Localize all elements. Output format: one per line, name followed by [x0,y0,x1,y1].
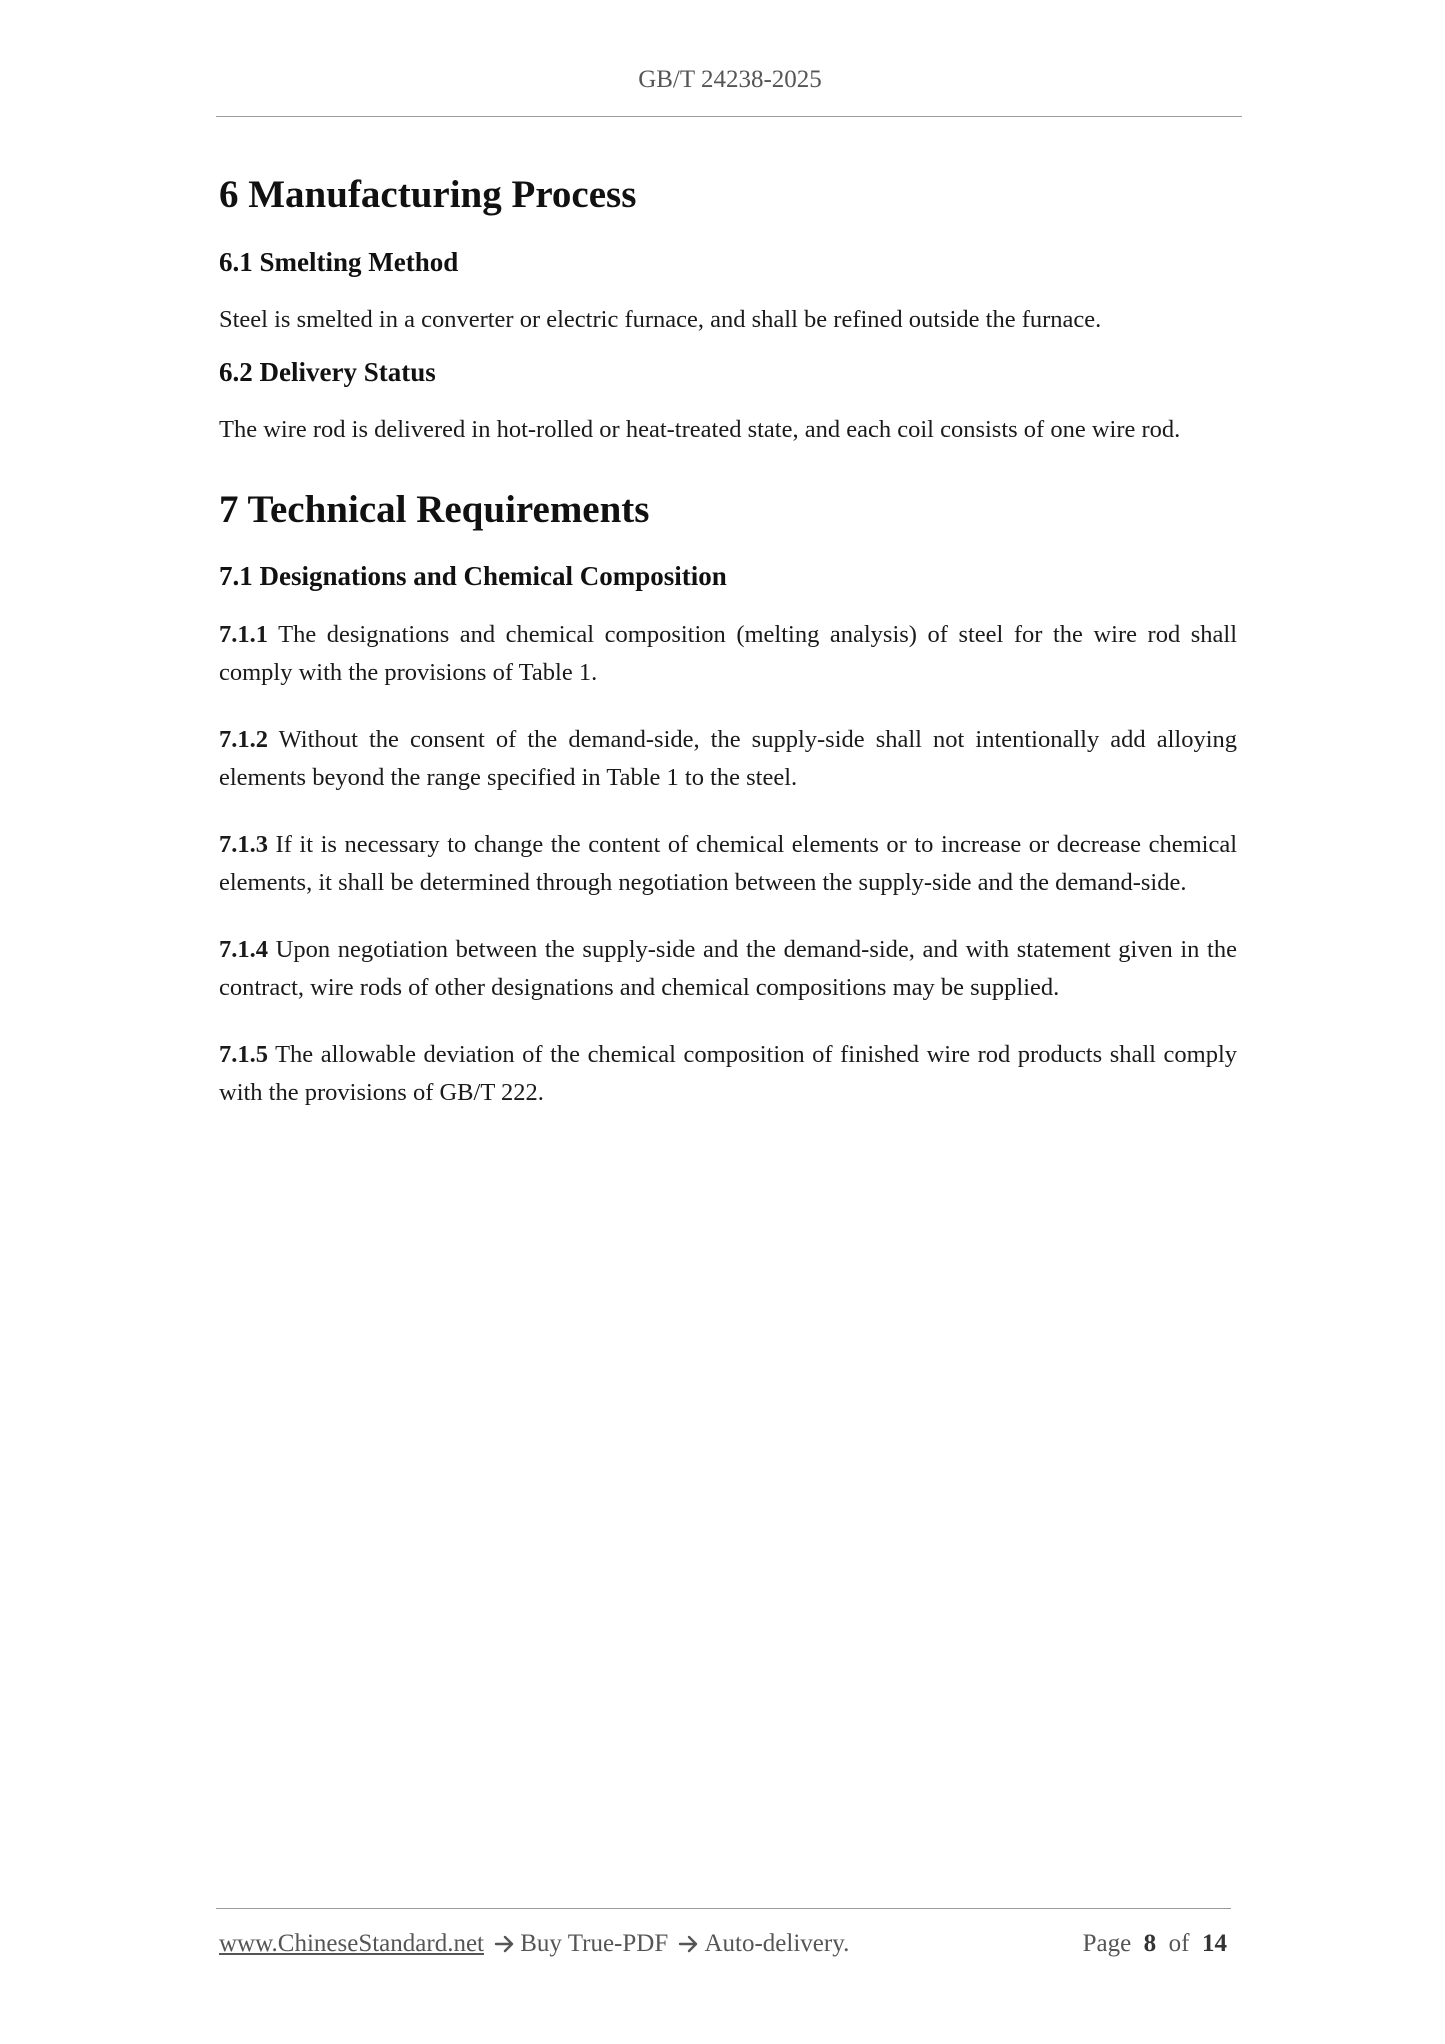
clause-number: 7.1.1 [219,620,268,648]
clause-number: 7.1.2 [219,725,268,753]
clause-text: The designations and chemical composition (melting analysis) of steel for the wire rod shall comply with the provisions of Table 1. [219,620,1238,687]
arrow-right-icon [494,1935,516,1953]
site-link[interactable]: www.ChineseStandard.net [219,1930,484,1957]
clause-text: If it is necessary to change the content of chemical elements or to increase or decrease chemical elements, it shall be determined through negotiation between the supply-side and the demand-side. [219,830,1237,897]
section-6-1-text: Steel is smelted in a converter or electric furnace, and shall be refined outside the furnace. [219,306,1102,334]
section-6-1-heading: 6.1 Smelting Method [219,246,459,277]
page-label: Page [1082,1930,1132,1957]
section-7-1-heading: 7.1 Designations and Chemical Composition [219,561,727,592]
page-total: 14 [1202,1930,1227,1957]
page-indicator [1083,1930,1227,1958]
delivery-text: Auto-delivery. [704,1930,850,1957]
footer-promo [219,1930,849,1958]
document-header: GB/T 24238-2025 [638,66,822,93]
clause-text: Upon negotiation between the supply-side and the demand-side, and with statement given in the contract, wire rods of other designations and chemical compositions may be supplied. [219,935,1237,1002]
clause-number: 7.1.4 [219,935,268,963]
page-current: 8 [1143,1930,1157,1957]
header-divider [216,116,1242,117]
section-6-2-heading: 6.2 Delivery Status [219,356,436,387]
clause-7-1-2 [219,721,1237,798]
clause-7-1-5 [219,1036,1237,1113]
section-6-heading: 6 Manufacturing Process [219,173,637,216]
clause-text: The allowable deviation of the chemical composition of finished wire rod products shall comply with the provisions of GB/T 222. [219,1040,1237,1107]
clause-number: 7.1.3 [219,830,268,858]
section-6-2-text: The wire rod is delivered in hot-rolled or heat-treated state, and each coil consists of one wire rod. [219,416,1181,444]
page-of: of [1168,1930,1190,1957]
clause-7-1-1 [219,616,1237,693]
clause-text: Without the consent of the demand-side, the supply-side shall not intentionally add alloying elements beyond the range specified in Table 1 to the steel. [219,725,1238,792]
clause-7-1-3 [219,826,1237,903]
footer-divider [216,1908,1231,1909]
arrow-right-icon [678,1935,700,1953]
section-7-heading: 7 Technical Requirements [219,487,650,531]
buy-text: Buy True-PDF [520,1930,669,1957]
clause-number: 7.1.5 [219,1040,268,1068]
page-content [219,172,1237,1113]
clause-7-1-4 [219,931,1237,1008]
